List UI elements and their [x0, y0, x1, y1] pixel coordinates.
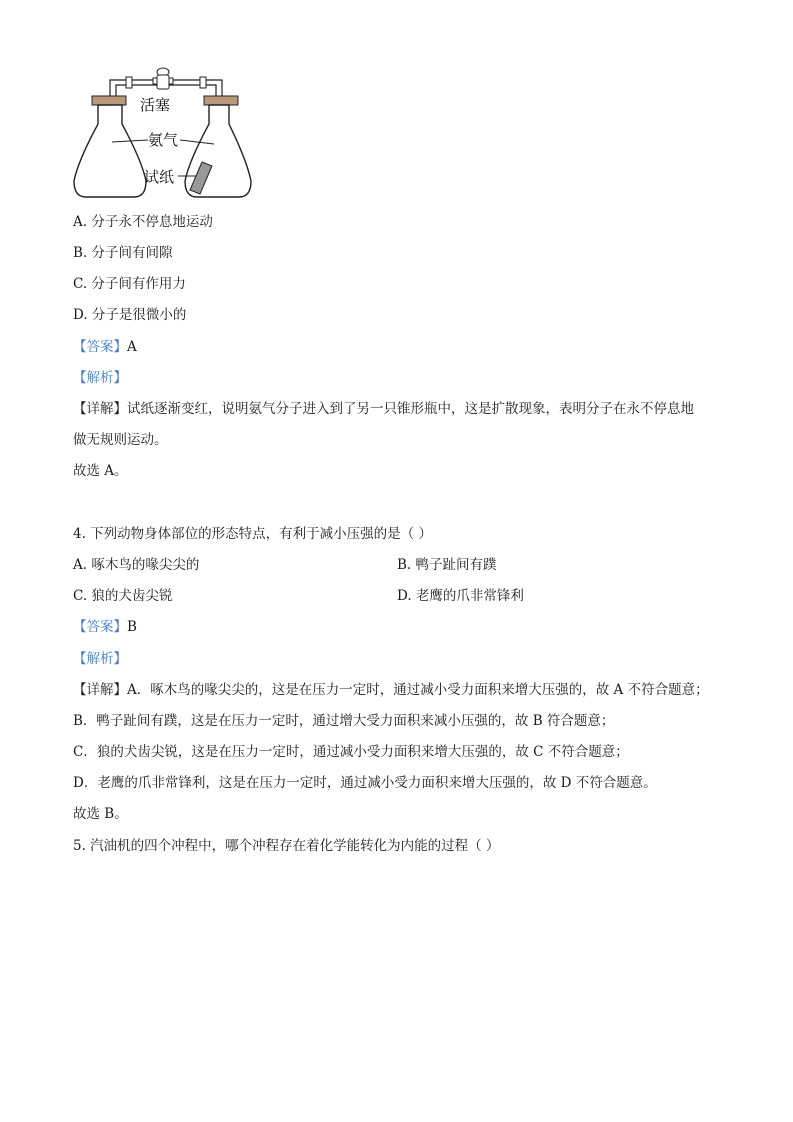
q4-option-c: C. 狼的犬齿尖锐 — [73, 588, 173, 604]
label-valve: 活塞 — [140, 96, 171, 114]
q4-answer — [73, 618, 137, 636]
q4-option-d: D. 老鹰的爪非常锋利 — [397, 588, 524, 604]
flask-diagram — [72, 66, 262, 201]
q3-option-d: D. 分子是很微小的 — [73, 307, 187, 323]
q4-detail-a: 【详解】A．啄木鸟的喙尖尖的，这是在压力一定时，通过减小受力面积来增大压强的，故 A 不符合题意； — [73, 682, 709, 698]
q3-option-a: A. 分子永不停息地运动 — [73, 214, 213, 230]
valve-icon — [153, 68, 173, 89]
answer-value: B — [127, 619, 137, 635]
q4-option-b: B. 鸭子趾间有蹼 — [397, 557, 497, 573]
q3-analysis-tag: 【解析】 — [73, 370, 127, 386]
q3-option-c: C. 分子间有作用力 — [73, 276, 186, 292]
q3-conclusion: 故选 A。 — [73, 463, 128, 479]
answer-tag: 【答案】 — [73, 339, 127, 355]
q4-detail-b: B．鸭子趾间有蹼，这是在压力一定时，通过增大受力面积来减小压强的，故 B 符合题意； — [73, 713, 615, 729]
detail-tag: 【详解】 — [73, 401, 127, 417]
q4-analysis-tag: 【解析】 — [73, 651, 127, 667]
q3-detail-line2: 做无规则运动。 — [73, 432, 168, 448]
q3-answer — [73, 338, 137, 356]
label-gas: 氨气 — [148, 131, 179, 149]
q3-option-b: B. 分子间有间隙 — [73, 245, 173, 261]
q4-conclusion: 故选 B。 — [73, 806, 128, 822]
answer-value: A — [127, 339, 137, 355]
q5-question: 5. 汽油机的四个冲程中，哪个冲程存在着化学能转化为内能的过程（ ） — [73, 838, 500, 854]
q4-question: 4. 下列动物身体部位的形态特点，有利于减小压强的是（ ） — [73, 526, 432, 542]
q3-detail-line1: 【详解】试纸逐渐变红，说明氨气分子进入到了另一只锥形瓶中，这是扩散现象，表明分子在永不停息地 — [73, 401, 694, 417]
q4-option-a: A. 啄木鸟的喙尖尖的 — [73, 557, 200, 573]
q4-detail-d: D．老鹰的爪非常锋利，这是在压力一定时，通过减小受力面积来增大压强的，故 D 不符合题意。 — [73, 775, 657, 791]
q4-detail-c: C．狼的犬齿尖锐，这是在压力一定时，通过减小受力面积来增大压强的，故 C 不符合题意； — [73, 744, 629, 760]
detail-tag: 【详解】 — [73, 682, 127, 698]
label-paper: 试纸 — [144, 168, 175, 186]
answer-tag: 【答案】 — [73, 619, 127, 635]
